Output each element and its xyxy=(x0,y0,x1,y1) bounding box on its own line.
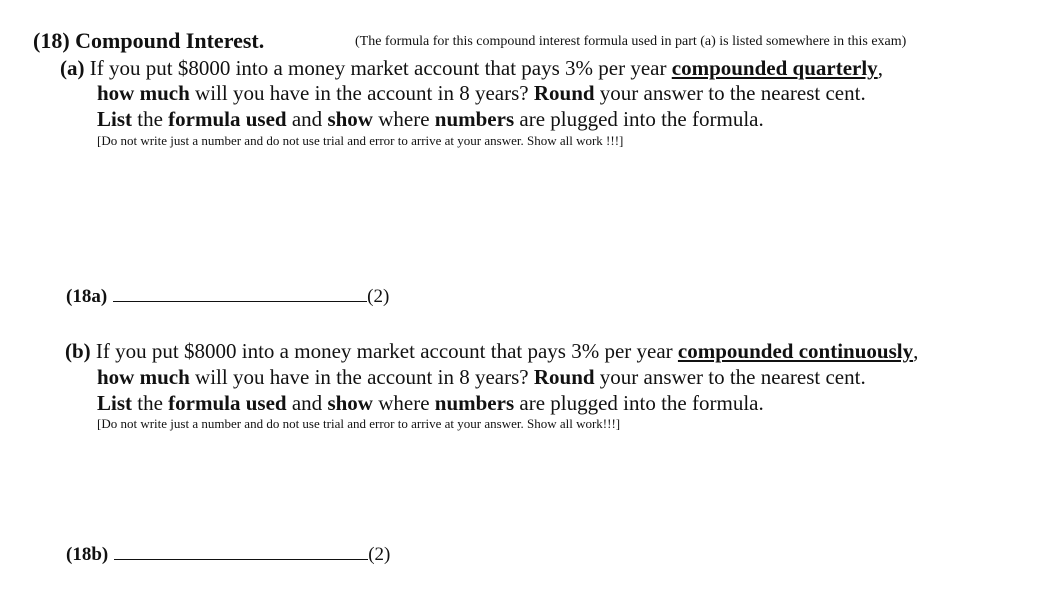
answer-line-18b xyxy=(66,543,390,566)
part-a-instruction: [Do not write just a number and do not use trial and error to arrive at your answer. Show all work !!!] xyxy=(97,133,624,148)
answer-blank-18b[interactable] xyxy=(114,543,368,560)
part-b-line-2: how much will you have in the account in 8 years? Round your answer to the nearest cent. xyxy=(97,365,866,389)
problem-title: (18) Compound Interest. xyxy=(33,28,265,53)
points-18a: (2) xyxy=(367,286,390,307)
answer-label-18b: (18b) xyxy=(66,544,109,565)
formula-note: (The formula for this compound interest formula used in part (a) is listed somewhere in this exam) xyxy=(355,34,907,49)
part-a-line-2: how much will you have in the account in 8 years? Round your answer to the nearest cent. xyxy=(97,81,866,105)
part-b-line-1: (b) If you put $8000 into a money market account that pays 3% per year compounded continuously, xyxy=(65,339,919,363)
answer-line-18a xyxy=(66,285,389,308)
part-a-line-1: (a) If you put $8000 into a money market account that pays 3% per year compounded quarterly, xyxy=(60,56,883,80)
answer-label-18a: (18a) xyxy=(66,286,108,307)
part-a-line-3: List the formula used and show where numbers are plugged into the formula. xyxy=(97,107,764,131)
part-b-label: (b) xyxy=(65,339,91,363)
part-b-emphasis: compounded continuously xyxy=(677,339,914,363)
part-a-label: (a) xyxy=(60,56,85,80)
part-b-instruction: [Do not write just a number and do not use trial and error to arrive at your answer. Show all work!!!] xyxy=(97,416,621,431)
part-b-line-3: List the formula used and show where numbers are plugged into the formula. xyxy=(97,391,764,415)
answer-blank-18a[interactable] xyxy=(113,285,367,302)
part-a-emphasis: compounded quarterly xyxy=(671,56,878,80)
points-18b: (2) xyxy=(368,544,391,565)
